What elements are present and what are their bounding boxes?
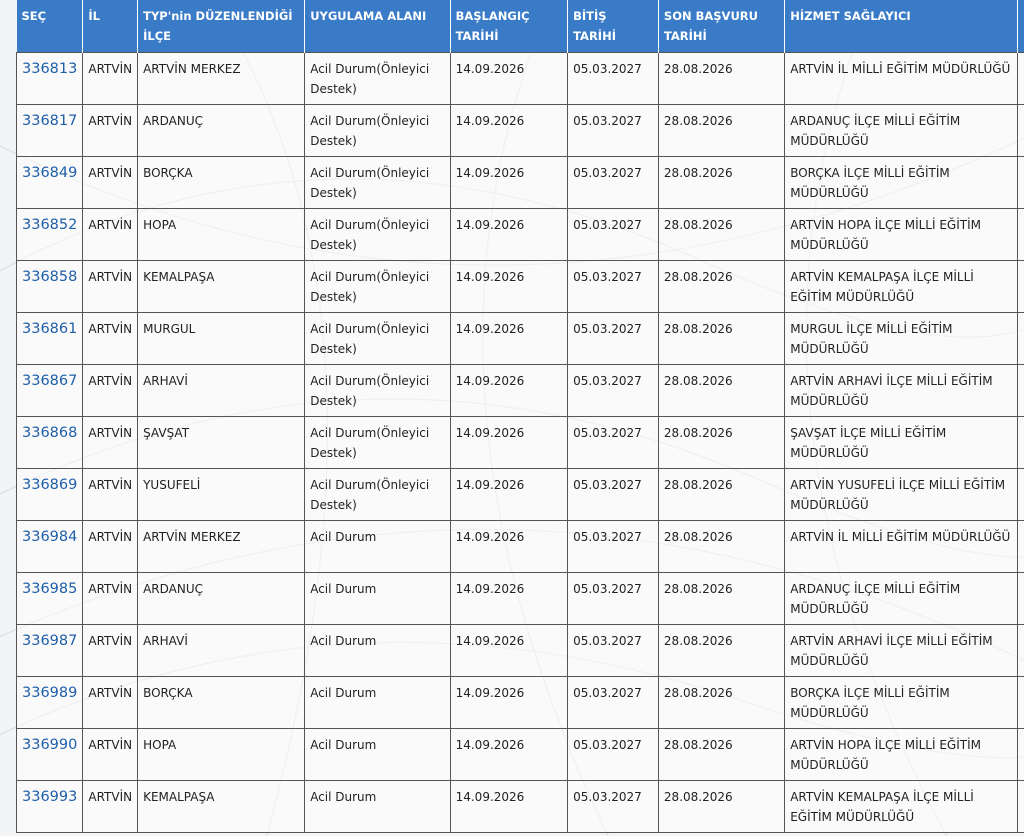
cell-uygulama-alani: Acil Durum(Önleyici Destek) [305,157,450,209]
cell-baslangic: 14.09.2026 [450,313,568,365]
cell-hizmet-saglayici: ARTVİN HOPA İLÇE MİLLİ EĞİTİM MÜDÜRLÜĞÜ [785,729,1018,781]
cell-ilce: HOPA [138,729,305,781]
cell-sec [17,417,83,469]
table-row [17,521,1024,573]
cell-hizmet-saglayici: ARTVİN HOPA İLÇE MİLLİ EĞİTİM MÜDÜRLÜĞÜ [785,209,1018,261]
cell-baslangic: 14.09.2026 [450,261,568,313]
cell-il: ARTVİN [83,365,138,417]
cell-ilce: ARHAVİ [138,365,305,417]
cell-uygulama-alani: Acil Durum(Önleyici Destek) [305,313,450,365]
cell-extra [1018,365,1024,417]
cell-ilce: MURGUL [138,313,305,365]
cell-uygulama-alani: Acil Durum(Önleyici Destek) [305,469,450,521]
cell-il: ARTVİN [83,157,138,209]
cell-bitis: 05.03.2027 [568,625,659,677]
cell-il: ARTVİN [83,781,138,833]
cell-bitis: 05.03.2027 [568,677,659,729]
cell-baslangic: 14.09.2026 [450,625,568,677]
cell-baslangic: 14.09.2026 [450,105,568,157]
cell-extra [1018,521,1024,573]
cell-extra [1018,261,1024,313]
header-ilce[interactable]: TYP'nin DÜZENLENDİĞİ İLÇE [138,0,305,53]
cell-hizmet-saglayici: ARTVİN İL MİLLİ EĞİTİM MÜDÜRLÜĞÜ [785,521,1018,573]
cell-ilce: BORÇKA [138,157,305,209]
select-link[interactable]: 336817 [22,113,78,129]
header-extra [1018,0,1024,53]
cell-bitis: 05.03.2027 [568,469,659,521]
cell-il: ARTVİN [83,677,138,729]
cell-il: ARTVİN [83,573,138,625]
cell-son-basvuru: 28.08.2026 [658,625,784,677]
cell-hizmet-saglayici: BORÇKA İLÇE MİLLİ EĞİTİM MÜDÜRLÜĞÜ [785,157,1018,209]
select-link[interactable]: 336861 [22,321,78,337]
table-row [17,729,1024,781]
cell-bitis: 05.03.2027 [568,313,659,365]
cell-uygulama-alani: Acil Durum(Önleyici Destek) [305,261,450,313]
cell-uygulama-alani: Acil Durum [305,521,450,573]
cell-hizmet-saglayici: ARTVİN KEMALPAŞA İLÇE MİLLİ EĞİTİM MÜDÜRLÜĞÜ [785,261,1018,313]
cell-baslangic: 14.09.2026 [450,417,568,469]
cell-extra [1018,105,1024,157]
cell-son-basvuru: 28.08.2026 [658,573,784,625]
cell-bitis: 05.03.2027 [568,261,659,313]
cell-extra [1018,729,1024,781]
table-header [17,0,1024,53]
cell-bitis: 05.03.2027 [568,365,659,417]
cell-uygulama-alani: Acil Durum(Önleyici Destek) [305,105,450,157]
cell-sec [17,781,83,833]
cell-uygulama-alani: Acil Durum [305,625,450,677]
cell-sec [17,261,83,313]
header-bitis-tarihi[interactable]: BİTİŞ TARİHİ [568,0,659,53]
cell-ilce: HOPA [138,209,305,261]
cell-baslangic: 14.09.2026 [450,53,568,105]
cell-uygulama-alani: Acil Durum [305,573,450,625]
table-row [17,209,1024,261]
cell-il: ARTVİN [83,417,138,469]
table-row [17,157,1024,209]
cell-hizmet-saglayici: ARDANUÇ İLÇE MİLLİ EĞİTİM MÜDÜRLÜĞÜ [785,573,1018,625]
cell-uygulama-alani: Acil Durum [305,729,450,781]
cell-hizmet-saglayici: ARTVİN ARHAVİ İLÇE MİLLİ EĞİTİM MÜDÜRLÜĞÜ [785,365,1018,417]
table-row [17,677,1024,729]
cell-uygulama-alani: Acil Durum(Önleyici Destek) [305,209,450,261]
table-row [17,573,1024,625]
cell-bitis: 05.03.2027 [568,521,659,573]
results-container [16,0,1024,833]
cell-hizmet-saglayici: ŞAVŞAT İLÇE MİLLİ EĞİTİM MÜDÜRLÜĞÜ [785,417,1018,469]
cell-son-basvuru: 28.08.2026 [658,469,784,521]
cell-baslangic: 14.09.2026 [450,157,568,209]
cell-bitis: 05.03.2027 [568,157,659,209]
cell-sec [17,157,83,209]
cell-extra [1018,677,1024,729]
cell-extra [1018,417,1024,469]
cell-baslangic: 14.09.2026 [450,677,568,729]
header-row [17,0,1024,53]
cell-sec [17,105,83,157]
table-row [17,261,1024,313]
header-il[interactable]: İL [83,0,138,53]
cell-il: ARTVİN [83,105,138,157]
cell-ilce: BORÇKA [138,677,305,729]
cell-bitis: 05.03.2027 [568,209,659,261]
cell-son-basvuru: 28.08.2026 [658,417,784,469]
cell-il: ARTVİN [83,729,138,781]
cell-extra [1018,469,1024,521]
cell-baslangic: 14.09.2026 [450,365,568,417]
cell-extra [1018,209,1024,261]
cell-extra [1018,53,1024,105]
select-link[interactable]: 336985 [22,581,78,597]
cell-il: ARTVİN [83,209,138,261]
cell-son-basvuru: 28.08.2026 [658,105,784,157]
cell-ilce: ARHAVİ [138,625,305,677]
cell-ilce: KEMALPAŞA [138,781,305,833]
cell-bitis: 05.03.2027 [568,53,659,105]
cell-sec [17,53,83,105]
cell-son-basvuru: 28.08.2026 [658,157,784,209]
cell-ilce: ARDANUÇ [138,573,305,625]
cell-sec [17,365,83,417]
cell-sec [17,209,83,261]
cell-il: ARTVİN [83,625,138,677]
cell-sec [17,469,83,521]
cell-son-basvuru: 28.08.2026 [658,261,784,313]
select-link[interactable]: 336987 [22,633,78,649]
header-uygulama-alani[interactable]: UYGULAMA ALANI [305,0,450,53]
table-row [17,53,1024,105]
cell-son-basvuru: 28.08.2026 [658,53,784,105]
cell-il: ARTVİN [83,53,138,105]
cell-baslangic: 14.09.2026 [450,469,568,521]
cell-bitis: 05.03.2027 [568,417,659,469]
cell-ilce: ARTVİN MERKEZ [138,53,305,105]
cell-il: ARTVİN [83,469,138,521]
select-link[interactable]: 336990 [22,737,78,753]
cell-extra [1018,781,1024,833]
table-row [17,417,1024,469]
select-link[interactable]: 336869 [22,477,78,493]
cell-hizmet-saglayici: ARDANUÇ İLÇE MİLLİ EĞİTİM MÜDÜRLÜĞÜ [785,105,1018,157]
select-link[interactable]: 336989 [22,685,78,701]
header-sec[interactable]: SEÇ [17,0,83,53]
cell-ilce: KEMALPAŞA [138,261,305,313]
cell-baslangic: 14.09.2026 [450,729,568,781]
select-link[interactable]: 336813 [22,61,78,77]
cell-baslangic: 14.09.2026 [450,781,568,833]
header-baslangic-tarihi[interactable]: BAŞLANGIÇ TARİHİ [450,0,568,53]
select-link[interactable]: 336993 [22,789,78,805]
cell-bitis: 05.03.2027 [568,105,659,157]
cell-baslangic: 14.09.2026 [450,573,568,625]
cell-il: ARTVİN [83,521,138,573]
table-row [17,625,1024,677]
cell-bitis: 05.03.2027 [568,781,659,833]
cell-extra [1018,157,1024,209]
cell-hizmet-saglayici: BORÇKA İLÇE MİLLİ EĞİTİM MÜDÜRLÜĞÜ [785,677,1018,729]
cell-uygulama-alani: Acil Durum [305,677,450,729]
table-row [17,105,1024,157]
results-table [16,0,1024,833]
cell-extra [1018,573,1024,625]
cell-uygulama-alani: Acil Durum(Önleyici Destek) [305,417,450,469]
cell-hizmet-saglayici: ARTVİN KEMALPAŞA İLÇE MİLLİ EĞİTİM MÜDÜRLÜĞÜ [785,781,1018,833]
select-link[interactable]: 336858 [22,269,78,285]
cell-uygulama-alani: Acil Durum [305,781,450,833]
select-link[interactable]: 336852 [22,217,78,233]
cell-hizmet-saglayici: ARTVİN ARHAVİ İLÇE MİLLİ EĞİTİM MÜDÜRLÜĞÜ [785,625,1018,677]
cell-uygulama-alani: Acil Durum(Önleyici Destek) [305,53,450,105]
cell-baslangic: 14.09.2026 [450,209,568,261]
cell-son-basvuru: 28.08.2026 [658,313,784,365]
cell-son-basvuru: 28.08.2026 [658,781,784,833]
header-hizmet-saglayici[interactable]: HİZMET SAĞLAYICI [785,0,1018,53]
cell-hizmet-saglayici: MURGUL İLÇE MİLLİ EĞİTİM MÜDÜRLÜĞÜ [785,313,1018,365]
cell-il: ARTVİN [83,313,138,365]
cell-ilce: YUSUFELİ [138,469,305,521]
cell-sec [17,313,83,365]
cell-extra [1018,625,1024,677]
cell-son-basvuru: 28.08.2026 [658,729,784,781]
cell-uygulama-alani: Acil Durum(Önleyici Destek) [305,365,450,417]
cell-sec [17,521,83,573]
cell-ilce: ŞAVŞAT [138,417,305,469]
cell-sec [17,625,83,677]
select-link[interactable]: 336867 [22,373,78,389]
cell-son-basvuru: 28.08.2026 [658,209,784,261]
table-body [17,53,1024,833]
cell-extra [1018,313,1024,365]
select-link[interactable]: 336984 [22,529,78,545]
select-link[interactable]: 336849 [22,165,78,181]
cell-son-basvuru: 28.08.2026 [658,365,784,417]
table-row [17,365,1024,417]
select-link[interactable]: 336868 [22,425,78,441]
table-row [17,469,1024,521]
table-row [17,313,1024,365]
cell-baslangic: 14.09.2026 [450,521,568,573]
cell-sec [17,729,83,781]
cell-son-basvuru: 28.08.2026 [658,677,784,729]
cell-sec [17,677,83,729]
cell-hizmet-saglayici: ARTVİN YUSUFELİ İLÇE MİLLİ EĞİTİM MÜDÜRLÜĞÜ [785,469,1018,521]
cell-hizmet-saglayici: ARTVİN İL MİLLİ EĞİTİM MÜDÜRLÜĞÜ [785,53,1018,105]
cell-il: ARTVİN [83,261,138,313]
header-son-basvuru-tarihi[interactable]: SON BAŞVURU TARİHİ [658,0,784,53]
cell-ilce: ARTVİN MERKEZ [138,521,305,573]
table-row [17,781,1024,833]
cell-sec [17,573,83,625]
cell-bitis: 05.03.2027 [568,573,659,625]
cell-bitis: 05.03.2027 [568,729,659,781]
cell-son-basvuru: 28.08.2026 [658,521,784,573]
cell-ilce: ARDANUÇ [138,105,305,157]
